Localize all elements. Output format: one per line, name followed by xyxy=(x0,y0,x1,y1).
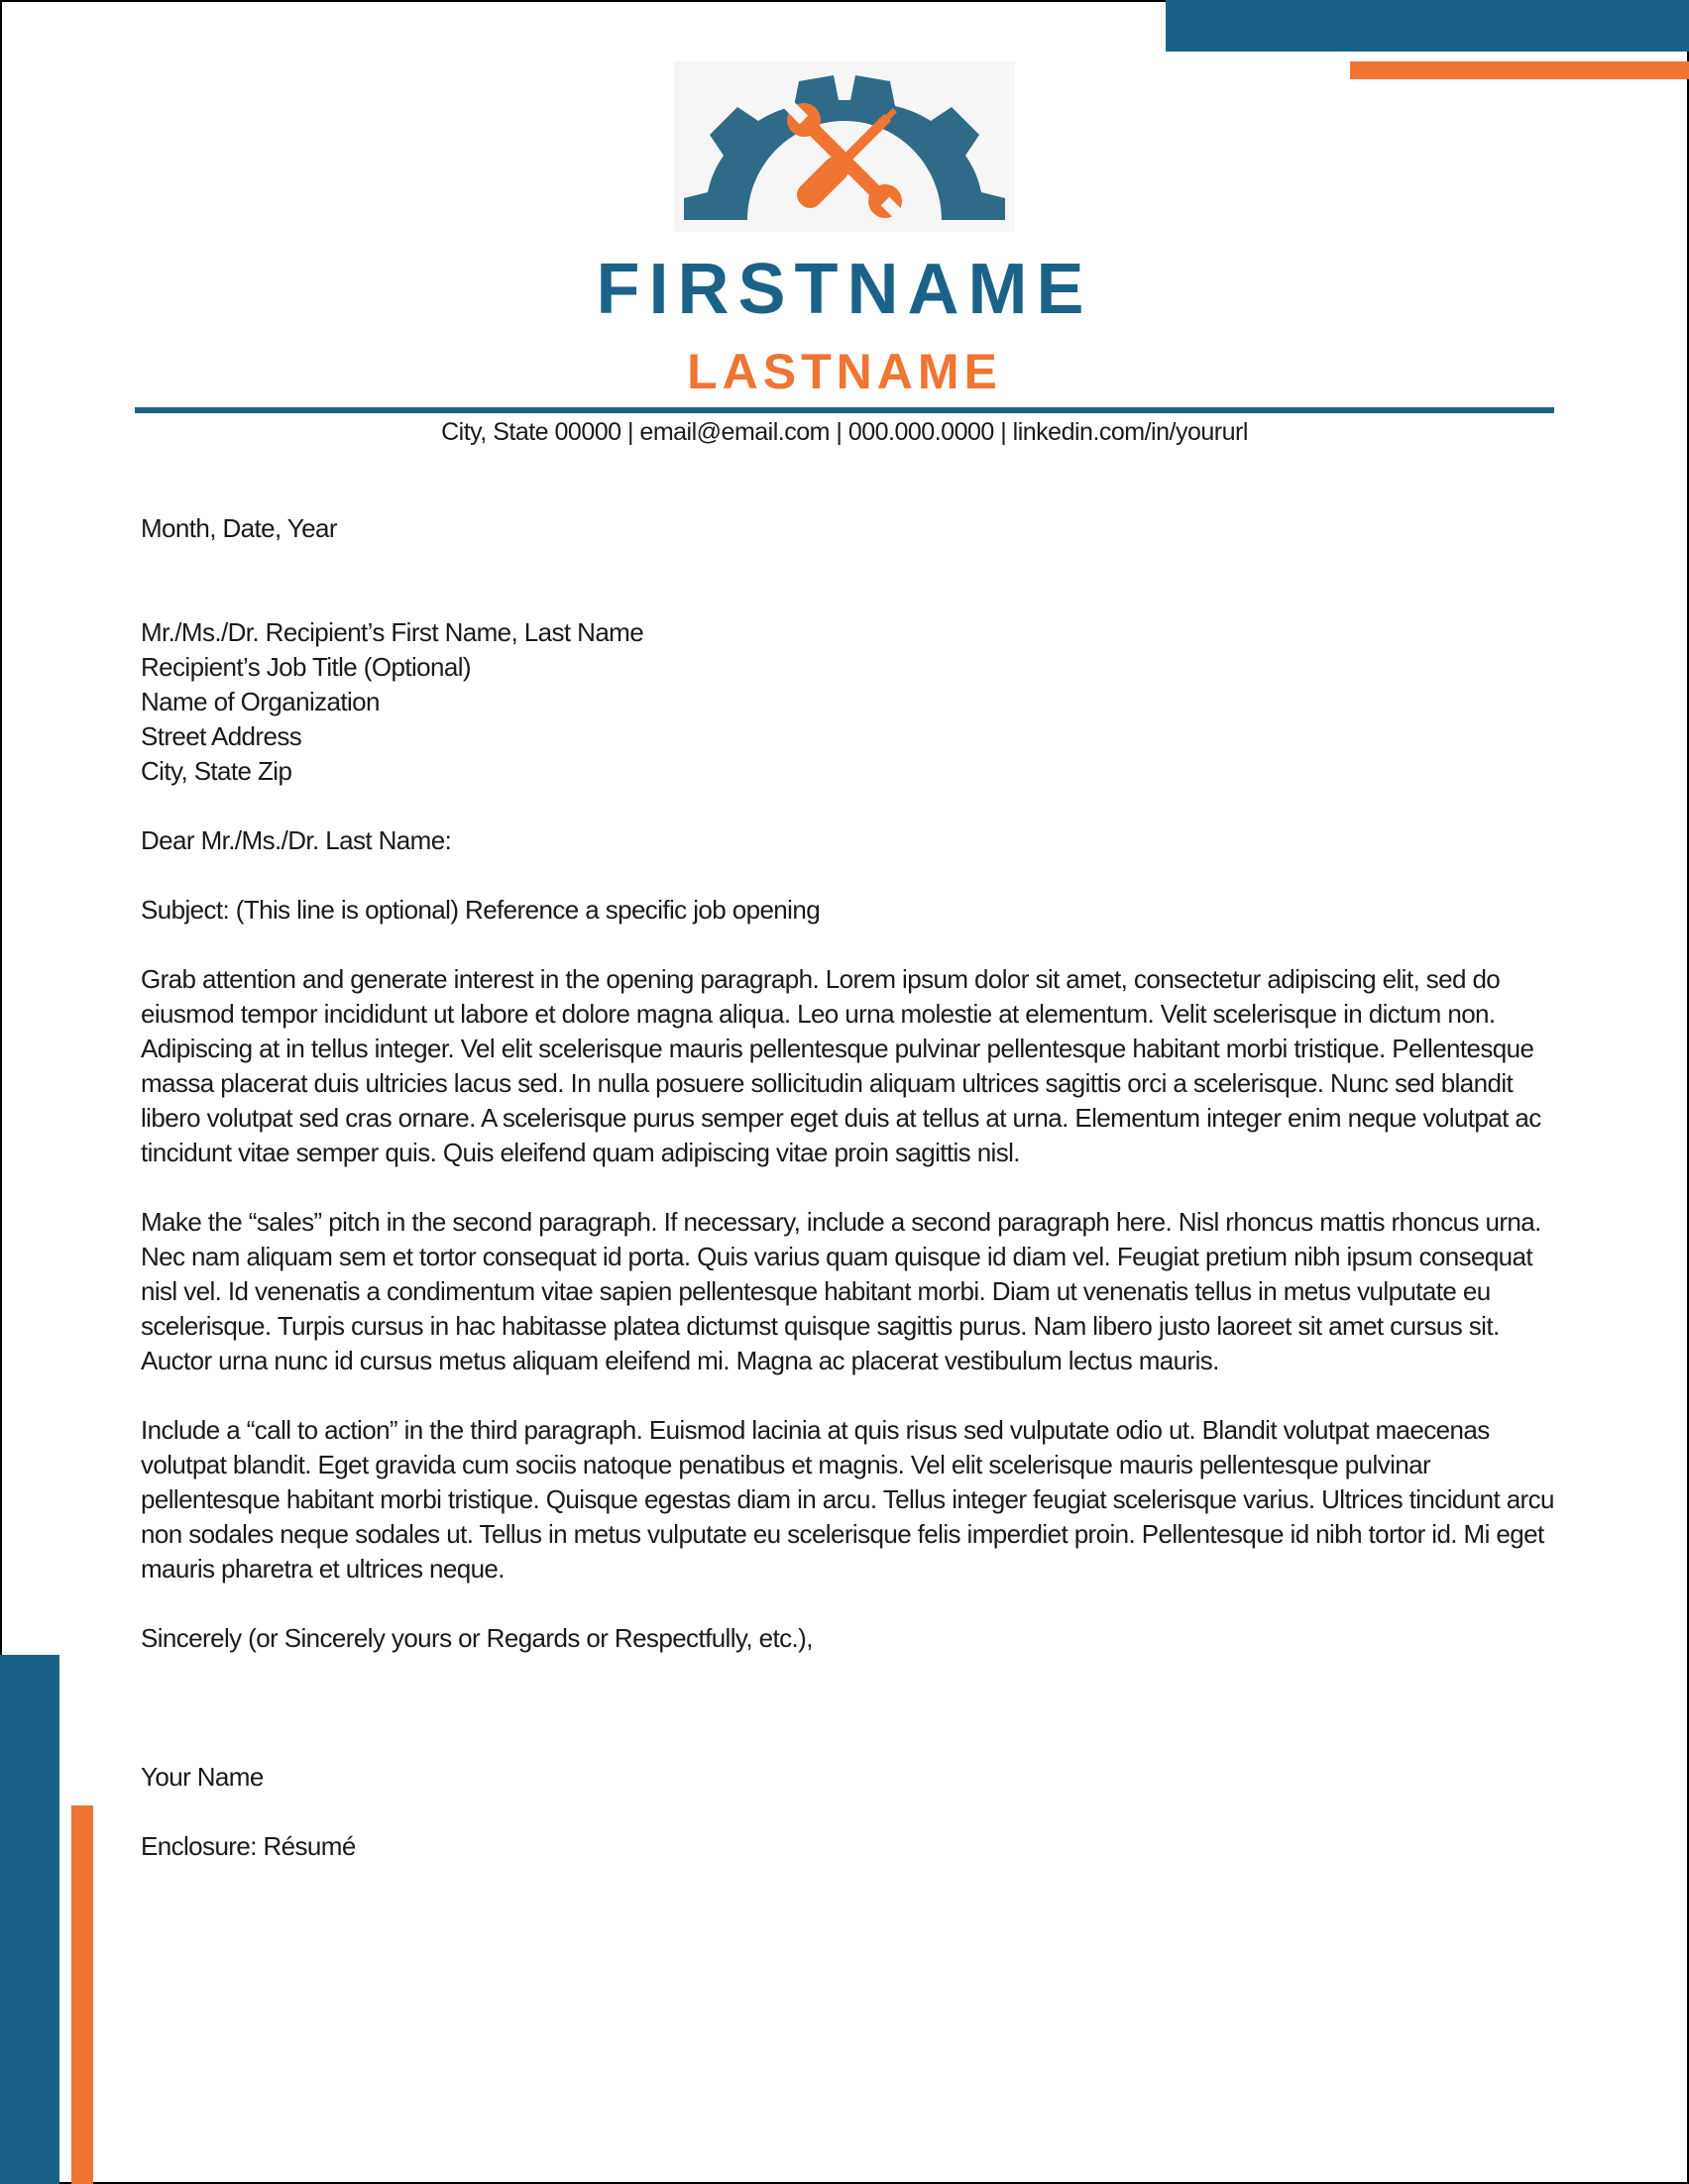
recipient-name: Mr./Ms./Dr. Recipient’s First Name, Last Name xyxy=(141,617,644,647)
header-divider xyxy=(135,407,1554,413)
signature-name: Your Name xyxy=(141,1762,264,1792)
recipient-block xyxy=(141,615,1558,789)
last-name-heading: LASTNAME xyxy=(687,344,1002,399)
recipient-street: Street Address xyxy=(141,721,302,751)
contact-info: City, State 00000 | email@email.com | 000.000.0000 | linkedin.com/in/yoururl xyxy=(441,418,1248,446)
recipient-job-title: Recipient’s Job Title (Optional) xyxy=(141,652,471,682)
closing: Sincerely (or Sincerely yours or Regards or Respectfully, etc.), xyxy=(141,1623,813,1653)
left-blue-bar xyxy=(0,1655,59,2184)
gear-shape xyxy=(684,75,1005,220)
first-name-heading: FIRSTNAME xyxy=(596,250,1093,329)
top-orange-bar xyxy=(1350,61,1689,79)
letter-date: Month, Date, Year xyxy=(141,513,337,543)
top-blue-bar xyxy=(1166,0,1689,52)
subject-line: Subject: (This line is optional) Reference a specific job opening xyxy=(141,895,821,925)
salutation: Dear Mr./Ms./Dr. Last Name: xyxy=(141,825,452,855)
recipient-city: City, State Zip xyxy=(141,756,292,786)
gear-with-wrench-and-screwdriver-icon xyxy=(674,61,1015,232)
paragraph-pitch: Make the “sales” pitch in the second paragraph. If necessary, include a second paragraph here. Nisl rhoncus mattis rhoncus urna. Nec nam aliquam sem et tortor consequat id porta. Quis varius quam quisque id diam vel. Feugiat pretium nibh ipsum consequat nisl vel. Id venenatis a condimentum vitae sapien pellentesque habitant morbi. Diam ut venenatis tellus in metus vulputate eu scelerisque. Turpis cursus in hac habitasse platea dictumst quisque sagittis purus. Nam libero justo laoreet sit amet cursus sit. Auctor urna nunc id cursus metus aliquam eleifend mi. Magna ac placerat vestibulum lectus mauris. xyxy=(141,1207,1541,1375)
left-orange-bar xyxy=(71,1805,93,2184)
letter-body xyxy=(141,511,1558,1864)
paragraph-opening: Grab attention and generate interest in the opening paragraph. Lorem ipsum dolor sit amet, consectetur adipiscing elit, sed do eiusmod tempor incididunt ut labore et dolore magna aliqua. Leo urna molestie at elementum. Velit scelerisque in dictum non. Adipiscing at in tellus integer. Vel elit scelerisque mauris pellentesque pulvinar pellentesque habitant morbi tristique. Pellentesque massa placerat duis ultricies lacus sed. In nulla posuere sollicitudin aliquam ultrices sagittis orci a scelerisque. Nunc sed blandit libero volutpat sed cras ornare. A scelerisque purus semper eget duis at tellus at urna. Elementum integer enim neque volutpat ac tincidunt vitae semper quis. Quis eleifend quam adipiscing vitae proin sagittis nisl. xyxy=(141,964,1541,1167)
paragraph-call-to-action: Include a “call to action” in the third paragraph. Euismod lacinia at quis risus sed vulputate odio ut. Blandit volutpat maecenas volutpat blandit. Eget gravida cum sociis natoque penatibus et magnis. Vel elit scelerisque mauris pellentesque pulvinar pellentesque habitant morbi tristique. Quisque egestas diam in arcu. Tellus integer feugiat scelerisque varius. Ultrices tincidunt arcu non sodales neque sodales ut. Tellus in metus vulputate eu scelerisque felis imperdiet proin. Pellentesque id nibh tortor id. Mi eget mauris pharetra et ultrices neque. xyxy=(141,1415,1554,1583)
enclosure-line: Enclosure: Résumé xyxy=(141,1831,356,1861)
recipient-organization: Name of Organization xyxy=(141,687,380,716)
